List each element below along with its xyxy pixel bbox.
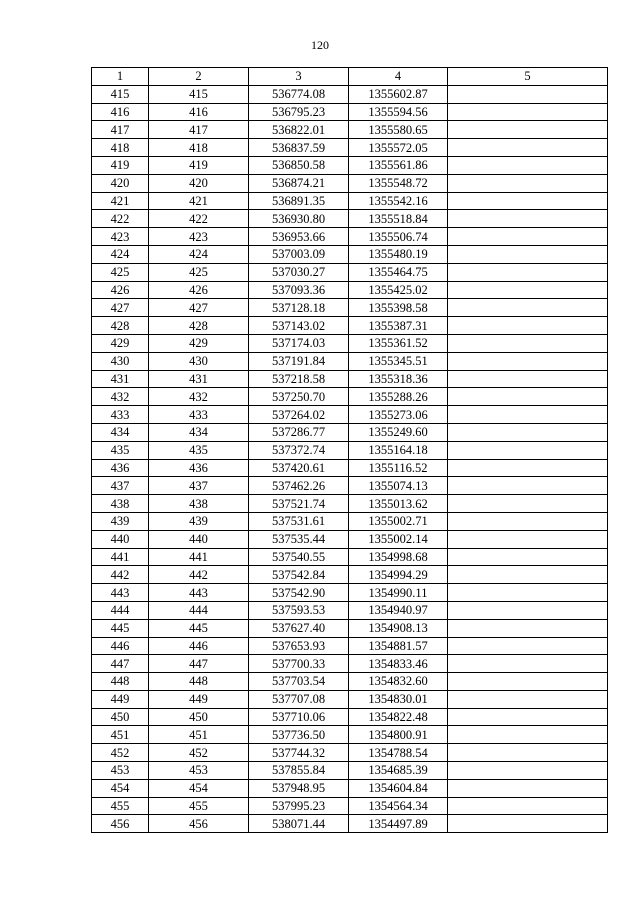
cell-point-number: 416 xyxy=(92,103,149,121)
cell-point-id: 449 xyxy=(149,690,249,708)
table-row xyxy=(92,281,608,299)
cell-note xyxy=(448,459,608,477)
table-row xyxy=(92,156,608,174)
cell-y-coordinate: 1354685.39 xyxy=(349,762,448,780)
cell-note xyxy=(448,584,608,602)
cell-point-id: 427 xyxy=(149,299,249,317)
cell-point-id: 445 xyxy=(149,619,249,637)
cell-note xyxy=(448,530,608,548)
cell-note xyxy=(448,655,608,673)
cell-y-coordinate: 1354881.57 xyxy=(349,637,448,655)
cell-y-coordinate: 1355164.18 xyxy=(349,441,448,459)
cell-x-coordinate: 537250.70 xyxy=(249,388,349,406)
table-row xyxy=(92,584,608,602)
cell-point-number: 422 xyxy=(92,210,149,228)
table-row xyxy=(92,245,608,263)
cell-y-coordinate: 1355518.84 xyxy=(349,210,448,228)
cell-note xyxy=(448,174,608,192)
cell-y-coordinate: 1355288.26 xyxy=(349,388,448,406)
cell-x-coordinate: 537710.06 xyxy=(249,708,349,726)
cell-point-number: 418 xyxy=(92,139,149,157)
cell-point-id: 454 xyxy=(149,779,249,797)
cell-point-id: 419 xyxy=(149,156,249,174)
cell-point-id: 443 xyxy=(149,584,249,602)
cell-y-coordinate: 1355273.06 xyxy=(349,406,448,424)
cell-y-coordinate: 1355580.65 xyxy=(349,121,448,139)
cell-point-id: 418 xyxy=(149,139,249,157)
cell-point-number: 456 xyxy=(92,815,149,833)
cell-point-number: 420 xyxy=(92,174,149,192)
table-row xyxy=(92,210,608,228)
cell-point-id: 442 xyxy=(149,566,249,584)
cell-point-id: 420 xyxy=(149,174,249,192)
cell-y-coordinate: 1354833.46 xyxy=(349,655,448,673)
cell-point-number: 425 xyxy=(92,263,149,281)
cell-note xyxy=(448,441,608,459)
cell-y-coordinate: 1354830.01 xyxy=(349,690,448,708)
cell-point-id: 450 xyxy=(149,708,249,726)
cell-point-id: 433 xyxy=(149,406,249,424)
cell-x-coordinate: 537420.61 xyxy=(249,459,349,477)
cell-point-number: 444 xyxy=(92,601,149,619)
table-row xyxy=(92,530,608,548)
cell-note xyxy=(448,779,608,797)
cell-y-coordinate: 1354832.60 xyxy=(349,673,448,691)
cell-x-coordinate: 537030.27 xyxy=(249,263,349,281)
table-row xyxy=(92,263,608,281)
cell-note xyxy=(448,673,608,691)
cell-x-coordinate: 536874.21 xyxy=(249,174,349,192)
cell-point-id: 436 xyxy=(149,459,249,477)
cell-point-id: 447 xyxy=(149,655,249,673)
table-row xyxy=(92,512,608,530)
cell-point-number: 419 xyxy=(92,156,149,174)
cell-y-coordinate: 1354940.97 xyxy=(349,601,448,619)
cell-x-coordinate: 537521.74 xyxy=(249,495,349,513)
cell-point-number: 435 xyxy=(92,441,149,459)
table-row xyxy=(92,370,608,388)
cell-x-coordinate: 537143.02 xyxy=(249,317,349,335)
cell-x-coordinate: 537540.55 xyxy=(249,548,349,566)
header-row xyxy=(92,68,608,86)
cell-note xyxy=(448,263,608,281)
cell-point-number: 421 xyxy=(92,192,149,210)
cell-x-coordinate: 537593.53 xyxy=(249,601,349,619)
cell-point-number: 454 xyxy=(92,779,149,797)
cell-point-number: 436 xyxy=(92,459,149,477)
column-header-3: 3 xyxy=(249,68,349,86)
table-row xyxy=(92,317,608,335)
table-row xyxy=(92,192,608,210)
cell-point-id: 437 xyxy=(149,477,249,495)
cell-point-number: 439 xyxy=(92,512,149,530)
table-row xyxy=(92,744,608,762)
cell-x-coordinate: 537542.84 xyxy=(249,566,349,584)
cell-point-number: 450 xyxy=(92,708,149,726)
cell-x-coordinate: 537736.50 xyxy=(249,726,349,744)
cell-note xyxy=(448,548,608,566)
cell-point-number: 438 xyxy=(92,495,149,513)
table-row xyxy=(92,548,608,566)
cell-point-number: 415 xyxy=(92,85,149,103)
table-row xyxy=(92,121,608,139)
cell-x-coordinate: 537627.40 xyxy=(249,619,349,637)
cell-point-number: 441 xyxy=(92,548,149,566)
cell-note xyxy=(448,370,608,388)
cell-note xyxy=(448,156,608,174)
cell-point-id: 430 xyxy=(149,352,249,370)
column-header-4: 4 xyxy=(349,68,448,86)
cell-y-coordinate: 1355002.14 xyxy=(349,530,448,548)
cell-y-coordinate: 1354800.91 xyxy=(349,726,448,744)
cell-note xyxy=(448,334,608,352)
cell-y-coordinate: 1355480.19 xyxy=(349,245,448,263)
cell-y-coordinate: 1355387.31 xyxy=(349,317,448,335)
cell-x-coordinate: 537531.61 xyxy=(249,512,349,530)
column-header-1: 1 xyxy=(92,68,149,86)
cell-note xyxy=(448,566,608,584)
cell-point-id: 431 xyxy=(149,370,249,388)
cell-x-coordinate: 537707.08 xyxy=(249,690,349,708)
cell-point-number: 431 xyxy=(92,370,149,388)
cell-point-id: 439 xyxy=(149,512,249,530)
cell-note xyxy=(448,726,608,744)
cell-point-number: 445 xyxy=(92,619,149,637)
cell-point-id: 428 xyxy=(149,317,249,335)
cell-note xyxy=(448,192,608,210)
cell-x-coordinate: 536774.08 xyxy=(249,85,349,103)
table-row xyxy=(92,85,608,103)
cell-x-coordinate: 536795.23 xyxy=(249,103,349,121)
table-row xyxy=(92,441,608,459)
cell-point-id: 441 xyxy=(149,548,249,566)
cell-point-id: 455 xyxy=(149,797,249,815)
cell-point-id: 426 xyxy=(149,281,249,299)
cell-point-id: 417 xyxy=(149,121,249,139)
table-row xyxy=(92,601,608,619)
cell-point-id: 444 xyxy=(149,601,249,619)
table-row xyxy=(92,690,608,708)
cell-x-coordinate: 537372.74 xyxy=(249,441,349,459)
cell-x-coordinate: 537700.33 xyxy=(249,655,349,673)
table-row xyxy=(92,459,608,477)
cell-note xyxy=(448,85,608,103)
column-header-5: 5 xyxy=(448,68,608,86)
cell-point-id: 434 xyxy=(149,423,249,441)
cell-point-number: 417 xyxy=(92,121,149,139)
cell-y-coordinate: 1355116.52 xyxy=(349,459,448,477)
cell-point-number: 432 xyxy=(92,388,149,406)
cell-note xyxy=(448,139,608,157)
cell-note xyxy=(448,352,608,370)
cell-x-coordinate: 536930.80 xyxy=(249,210,349,228)
cell-point-number: 423 xyxy=(92,228,149,246)
table-body xyxy=(92,85,608,832)
cell-note xyxy=(448,512,608,530)
table-row xyxy=(92,815,608,833)
cell-x-coordinate: 537542.90 xyxy=(249,584,349,602)
cell-point-number: 440 xyxy=(92,530,149,548)
cell-point-id: 432 xyxy=(149,388,249,406)
cell-x-coordinate: 537218.58 xyxy=(249,370,349,388)
cell-note xyxy=(448,637,608,655)
cell-point-number: 451 xyxy=(92,726,149,744)
cell-x-coordinate: 536953.66 xyxy=(249,228,349,246)
cell-note xyxy=(448,423,608,441)
cell-point-id: 415 xyxy=(149,85,249,103)
cell-note xyxy=(448,495,608,513)
cell-point-id: 446 xyxy=(149,637,249,655)
cell-note xyxy=(448,762,608,780)
cell-y-coordinate: 1354908.13 xyxy=(349,619,448,637)
table-row xyxy=(92,352,608,370)
cell-point-number: 449 xyxy=(92,690,149,708)
cell-x-coordinate: 537653.93 xyxy=(249,637,349,655)
table-row xyxy=(92,139,608,157)
cell-y-coordinate: 1355561.86 xyxy=(349,156,448,174)
cell-point-number: 448 xyxy=(92,673,149,691)
cell-note xyxy=(448,619,608,637)
cell-x-coordinate: 536850.58 xyxy=(249,156,349,174)
cell-point-number: 442 xyxy=(92,566,149,584)
table-row xyxy=(92,495,608,513)
cell-point-id: 424 xyxy=(149,245,249,263)
cell-y-coordinate: 1355074.13 xyxy=(349,477,448,495)
cell-point-id: 438 xyxy=(149,495,249,513)
cell-x-coordinate: 536891.35 xyxy=(249,192,349,210)
cell-x-coordinate: 537128.18 xyxy=(249,299,349,317)
table-row xyxy=(92,103,608,121)
cell-y-coordinate: 1354994.29 xyxy=(349,566,448,584)
cell-y-coordinate: 1354998.68 xyxy=(349,548,448,566)
cell-note xyxy=(448,477,608,495)
cell-note xyxy=(448,388,608,406)
cell-point-id: 421 xyxy=(149,192,249,210)
cell-x-coordinate: 537995.23 xyxy=(249,797,349,815)
cell-y-coordinate: 1354990.11 xyxy=(349,584,448,602)
table-row xyxy=(92,423,608,441)
cell-note xyxy=(448,797,608,815)
table-row xyxy=(92,708,608,726)
cell-point-id: 416 xyxy=(149,103,249,121)
cell-y-coordinate: 1354822.48 xyxy=(349,708,448,726)
table-row xyxy=(92,174,608,192)
cell-point-number: 428 xyxy=(92,317,149,335)
cell-point-id: 451 xyxy=(149,726,249,744)
table-row xyxy=(92,388,608,406)
cell-note xyxy=(448,744,608,762)
cell-y-coordinate: 1355542.16 xyxy=(349,192,448,210)
cell-y-coordinate: 1355594.56 xyxy=(349,103,448,121)
cell-note xyxy=(448,281,608,299)
cell-y-coordinate: 1355548.72 xyxy=(349,174,448,192)
cell-x-coordinate: 536822.01 xyxy=(249,121,349,139)
table-row xyxy=(92,637,608,655)
coordinates-table xyxy=(91,67,608,833)
cell-y-coordinate: 1355361.52 xyxy=(349,334,448,352)
cell-y-coordinate: 1355464.75 xyxy=(349,263,448,281)
cell-note xyxy=(448,601,608,619)
cell-point-number: 434 xyxy=(92,423,149,441)
cell-y-coordinate: 1355425.02 xyxy=(349,281,448,299)
cell-point-id: 440 xyxy=(149,530,249,548)
cell-point-id: 435 xyxy=(149,441,249,459)
cell-point-number: 446 xyxy=(92,637,149,655)
cell-point-id: 456 xyxy=(149,815,249,833)
page-number: 120 xyxy=(311,38,329,52)
cell-x-coordinate: 538071.44 xyxy=(249,815,349,833)
cell-y-coordinate: 1355345.51 xyxy=(349,352,448,370)
cell-x-coordinate: 537462.26 xyxy=(249,477,349,495)
cell-x-coordinate: 537003.09 xyxy=(249,245,349,263)
table-row xyxy=(92,566,608,584)
cell-x-coordinate: 537174.03 xyxy=(249,334,349,352)
table-row xyxy=(92,299,608,317)
cell-y-coordinate: 1354497.89 xyxy=(349,815,448,833)
table-row xyxy=(92,797,608,815)
cell-x-coordinate: 537948.95 xyxy=(249,779,349,797)
cell-point-id: 429 xyxy=(149,334,249,352)
table-row xyxy=(92,655,608,673)
cell-y-coordinate: 1355572.05 xyxy=(349,139,448,157)
cell-y-coordinate: 1354788.54 xyxy=(349,744,448,762)
cell-note xyxy=(448,228,608,246)
cell-note xyxy=(448,121,608,139)
cell-point-number: 447 xyxy=(92,655,149,673)
cell-point-id: 448 xyxy=(149,673,249,691)
table-row xyxy=(92,726,608,744)
cell-y-coordinate: 1354604.84 xyxy=(349,779,448,797)
cell-x-coordinate: 536837.59 xyxy=(249,139,349,157)
table-row xyxy=(92,762,608,780)
cell-note xyxy=(448,708,608,726)
cell-y-coordinate: 1354564.34 xyxy=(349,797,448,815)
cell-x-coordinate: 537855.84 xyxy=(249,762,349,780)
cell-note xyxy=(448,299,608,317)
column-header-2: 2 xyxy=(149,68,249,86)
cell-point-number: 452 xyxy=(92,744,149,762)
table-row xyxy=(92,477,608,495)
cell-x-coordinate: 537286.77 xyxy=(249,423,349,441)
cell-y-coordinate: 1355013.62 xyxy=(349,495,448,513)
cell-note xyxy=(448,690,608,708)
cell-point-number: 426 xyxy=(92,281,149,299)
cell-x-coordinate: 537191.84 xyxy=(249,352,349,370)
cell-x-coordinate: 537535.44 xyxy=(249,530,349,548)
cell-point-number: 453 xyxy=(92,762,149,780)
cell-point-id: 423 xyxy=(149,228,249,246)
cell-note xyxy=(448,317,608,335)
cell-point-number: 455 xyxy=(92,797,149,815)
cell-point-number: 429 xyxy=(92,334,149,352)
cell-note xyxy=(448,245,608,263)
cell-note xyxy=(448,815,608,833)
cell-point-id: 422 xyxy=(149,210,249,228)
cell-point-number: 424 xyxy=(92,245,149,263)
cell-y-coordinate: 1355602.87 xyxy=(349,85,448,103)
cell-x-coordinate: 537744.32 xyxy=(249,744,349,762)
cell-x-coordinate: 537264.02 xyxy=(249,406,349,424)
cell-note xyxy=(448,406,608,424)
table-row xyxy=(92,779,608,797)
cell-point-number: 430 xyxy=(92,352,149,370)
cell-point-id: 452 xyxy=(149,744,249,762)
cell-point-number: 427 xyxy=(92,299,149,317)
cell-note xyxy=(448,210,608,228)
table-row xyxy=(92,334,608,352)
table-row xyxy=(92,673,608,691)
cell-y-coordinate: 1355249.60 xyxy=(349,423,448,441)
cell-y-coordinate: 1355318.36 xyxy=(349,370,448,388)
cell-x-coordinate: 537703.54 xyxy=(249,673,349,691)
cell-point-id: 425 xyxy=(149,263,249,281)
cell-point-id: 453 xyxy=(149,762,249,780)
table-row xyxy=(92,228,608,246)
table-row xyxy=(92,619,608,637)
cell-point-number: 433 xyxy=(92,406,149,424)
cell-point-number: 437 xyxy=(92,477,149,495)
cell-y-coordinate: 1355398.58 xyxy=(349,299,448,317)
cell-y-coordinate: 1355002.71 xyxy=(349,512,448,530)
table-row xyxy=(92,406,608,424)
cell-x-coordinate: 537093.36 xyxy=(249,281,349,299)
cell-note xyxy=(448,103,608,121)
cell-y-coordinate: 1355506.74 xyxy=(349,228,448,246)
cell-point-number: 443 xyxy=(92,584,149,602)
